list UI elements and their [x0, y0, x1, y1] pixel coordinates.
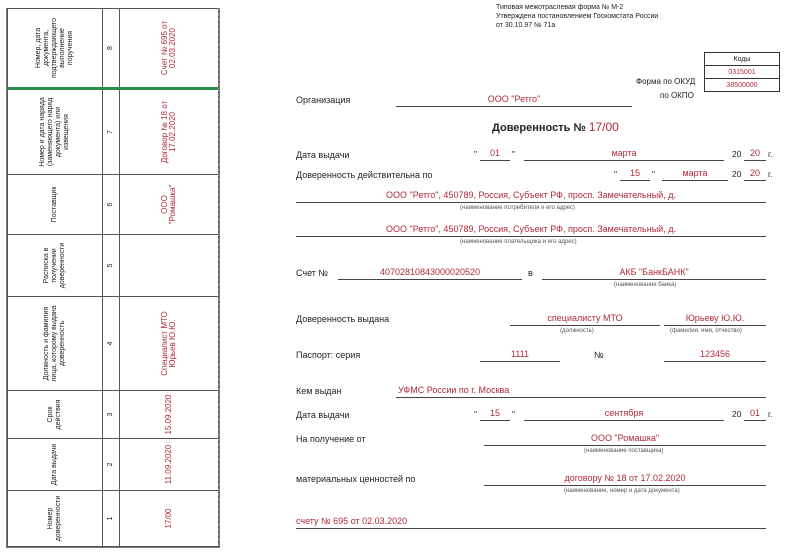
issued-by-value: УФМС России по г. Москва — [398, 385, 510, 395]
org-value: ООО "Ретго" — [487, 94, 541, 104]
valid-month-line — [662, 180, 728, 181]
quote-mark: " — [474, 409, 478, 419]
account-value: 40702810843000020520 — [379, 267, 481, 277]
consumer-line — [296, 202, 766, 203]
valid-day: 15 — [629, 168, 640, 178]
document-number: 17/00 — [588, 120, 619, 134]
counterfoil — [6, 8, 220, 548]
account-label: Счет № — [296, 268, 329, 278]
account-line — [338, 279, 522, 280]
issue-year-prefix: 20 — [732, 149, 742, 159]
cut-line — [218, 8, 219, 546]
consumer-value: ООО "Ретго", 450789, Россия, Субъект РФ, просп. Замечательный, д. — [386, 190, 676, 200]
stub-col-number: 3 — [103, 391, 120, 439]
valid-day-line — [620, 180, 650, 181]
title-text: Доверенность № — [492, 122, 586, 134]
issued-to-label: Доверенность выдана — [296, 314, 390, 324]
invoice-value: счету № 695 от 02.03.2020 — [296, 516, 408, 526]
stub-col-number: 4 — [103, 297, 120, 391]
quote-mark: " — [474, 149, 478, 159]
bank-value: АКБ "БанкБАНК" — [619, 267, 689, 277]
invoice-line — [296, 528, 766, 529]
stub-header-issue-date: Дата выдачи — [8, 439, 103, 491]
org-line — [396, 106, 632, 107]
supplier-caption: ( наименование поставщика ) — [584, 448, 663, 454]
stub-value-order: Договор № 18 от 17.02.2020 — [120, 89, 219, 175]
issue-month: марта — [611, 148, 637, 158]
stub-header-receipt: Расписка в получении доверенности — [8, 235, 103, 297]
stub-value-receipt — [120, 235, 219, 297]
stub-col-number: 1 — [103, 491, 120, 547]
passport-number-label: № — [594, 350, 604, 360]
stub-header-order: Номер и дата наряда (заменяющего наряд документа) или извещения — [8, 89, 103, 175]
stub-value-issue-date: 11.09.2020 — [120, 439, 219, 491]
okud-code: 0315001 — [705, 66, 780, 79]
payer-value: ООО "Ретго", 450789, Россия, Субъект РФ, просп. Замечательный, д. — [386, 224, 676, 234]
passport-year-line — [744, 420, 766, 421]
quote-mark: " — [652, 169, 656, 179]
supplier-value: ООО "Ромашка" — [590, 433, 660, 443]
org-label: Организация — [296, 95, 351, 105]
passport-number: 123456 — [699, 349, 731, 359]
okpo-code: 38500000 — [705, 79, 780, 92]
year-suffix: г. — [768, 409, 773, 419]
form-date-line: от 30.10.97 № 71а — [496, 22, 556, 29]
valid-until-label: Доверенность действительна по — [296, 170, 433, 180]
payer-caption: ( наименование плательщика и его адрес ) — [460, 239, 577, 245]
counterfoil-table — [7, 8, 219, 547]
document-value: договору № 18 от 17.02.2020 — [564, 473, 686, 483]
power-of-attorney-form — [234, 0, 794, 552]
values-label: материальных ценностей по — [296, 474, 416, 484]
stub-header-recipient: Должность и фамилия лица, которому выдана доверенность — [8, 297, 103, 391]
document-title — [492, 120, 619, 134]
codes-table — [704, 52, 780, 92]
stub-header-supplier: Поставщик — [8, 175, 103, 235]
quote-mark: " — [512, 149, 516, 159]
valid-year-prefix: 20 — [732, 169, 742, 179]
position-value: специалисту МТО — [547, 313, 623, 323]
person-line — [664, 325, 766, 326]
okpo-label: по ОКПО — [660, 91, 694, 100]
person-caption: ( фамилия, имя, отчество ) — [670, 328, 742, 334]
passport-series-label: Паспорт: серия — [296, 350, 361, 360]
document-line — [484, 485, 766, 486]
year-suffix: г. — [768, 149, 773, 159]
valid-year: 20 — [749, 168, 760, 178]
stub-value-number: 17/00 — [120, 491, 219, 547]
stub-col-number: 8 — [103, 9, 120, 89]
stub-col-number: 5 — [103, 235, 120, 297]
stub-header-validity: Срок действия — [8, 391, 103, 439]
issue-day: 01 — [489, 148, 500, 158]
passport-month-line — [524, 420, 724, 421]
document-caption: ( наименование, номер и дата документа ) — [564, 488, 680, 494]
stub-value-supplier: ООО "Ромашка" — [120, 175, 219, 235]
bank-line — [542, 279, 766, 280]
passport-day-line — [480, 420, 510, 421]
passport-series-line — [480, 361, 560, 362]
issue-year-line — [744, 160, 766, 161]
issue-year: 20 — [749, 148, 760, 158]
issue-month-line — [524, 160, 724, 161]
stub-value-validity: 15.09.2020 — [120, 391, 219, 439]
stub-header-confirmation: Номер, дата документа, подтверждающего выполнение поручения — [8, 9, 103, 89]
position-line — [510, 325, 660, 326]
okud-label: Форма по ОКУД — [636, 77, 696, 86]
passport-month: сентября — [604, 408, 644, 418]
issue-day-line — [480, 160, 510, 161]
payer-line — [296, 236, 766, 237]
stub-header-number: Номер доверенности — [8, 491, 103, 547]
stub-col-number: 2 — [103, 439, 120, 491]
issued-by-line — [396, 397, 766, 398]
issue-date-label: Дата выдачи — [296, 150, 350, 160]
form-type-line: Типовая межотраслевая форма № М-2 — [496, 4, 624, 11]
position-caption: ( должность ) — [560, 328, 594, 334]
receive-from-label: На получение от — [296, 434, 366, 444]
stub-value-recipient: Специалист МТО Юрьев Ю.Ю. — [120, 297, 219, 391]
stub-col-number: 7 — [103, 89, 120, 175]
stub-value-confirmation: Счет № 695 от 02.03.2020 — [120, 9, 219, 89]
passport-series: 1111 — [510, 349, 530, 359]
counterfoil-rotated — [7, 9, 219, 547]
codes-title: Коды — [705, 53, 780, 66]
quote-mark: " — [512, 409, 516, 419]
issued-by-label: Кем выдан — [296, 386, 342, 396]
valid-month: марта — [682, 168, 708, 178]
consumer-caption: ( наименование потребителя и его адрес ) — [460, 205, 575, 211]
stub-col-number: 6 — [103, 175, 120, 235]
form-approval-line: Утверждена постановлением Госкомстата России — [496, 13, 659, 20]
passport-year-prefix: 20 — [732, 409, 742, 419]
year-suffix: г. — [768, 169, 773, 179]
passport-day: 15 — [489, 408, 500, 418]
passport-date-label: Дата выдачи — [296, 410, 350, 420]
passport-number-line — [664, 361, 766, 362]
supplier-line — [484, 445, 766, 446]
bank-preposition: в — [528, 268, 533, 278]
valid-year-line — [744, 180, 766, 181]
person-value: Юрьеву Ю.Ю. — [685, 313, 745, 323]
passport-year: 01 — [749, 408, 760, 418]
quote-mark: " — [614, 169, 618, 179]
bank-caption: ( наименование банка ) — [614, 282, 676, 288]
